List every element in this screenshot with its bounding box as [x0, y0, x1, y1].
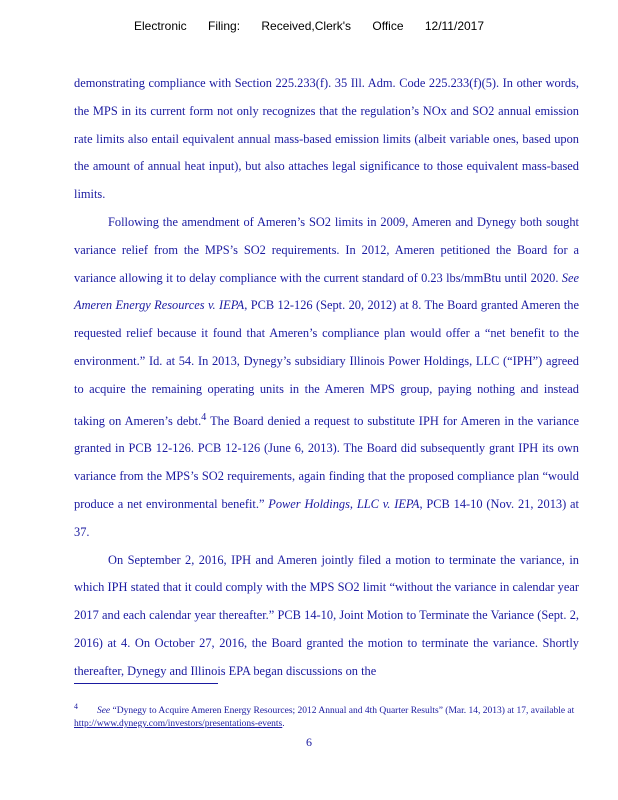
- footnote-ref-4[interactable]: 4: [201, 411, 207, 423]
- p2-text-c: The Board denied a request to substitute IPH for Ameren in the variance granted in PCB 12-126. PCB 12-126 (June 6, 2013). The Board did subsequently grant IPH its own variance from the MPS’s SO2 requirements, again finding that the proposed compliance plan “would produce a net environmental benefit.”: [74, 413, 579, 512]
- paragraph-mps-compliance: demonstrating compliance with Section 225.233(f). 35 Ill. Adm. Code 225.233(f)(5). In other words, the MPS in its current form not only recognizes that the regulation’s NOx and SO2 annual emission rate limits also entail equivalent annual mass-based emission limits (albeit variable ones, based upon the amount of annual heat input), but also attaches legal significance to those equivalent mass-based limits.: [74, 76, 579, 202]
- header-received: Received,Clerk's: [261, 19, 352, 33]
- footnote-divider: [74, 683, 218, 684]
- footnote-end: .: [282, 719, 285, 730]
- header-electronic: Electronic: [133, 19, 187, 33]
- header-filing: Filing:: [208, 19, 241, 33]
- paragraph-terminate-variance: On September 2, 2016, IPH and Ameren jointly filed a motion to terminate the variance, in which IPH stated that it could comply with the MPS SO2 limit “without the variance in calendar year 2017 and each calendar year thereafter.” PCB 14-10, Joint Motion to Terminate the Variance (Sept. 2, 2016) at 4. On October 27, 2016, the Board granted the motion to terminate the variance. Shortly thereafter, Dynegy and Illinois EPA began discussions on the: [74, 552, 579, 678]
- p2-text-d: , PCB 14-10 (Nov. 21, 2013) at 37.: [74, 497, 579, 539]
- footnote-4: [74, 700, 579, 731]
- p2-text-b: , PCB 12-126 (Sept. 20, 2012) at 8. The Board granted Ameren the requested relief because it found that Ameren’s compliance plan would offer a “net benefit to the environment.” Id. at 54. In 2013, Dynegy’s subsidiary Illinois Power Holdings, LLC (“IPH”) agreed to acquire the remaining operating units in the Ameren MPS group, paying nothing and instead taking on Ameren’s debt.: [74, 298, 579, 428]
- p2-text-a: Following the amendment of Ameren’s SO2 limits in 2009, Ameren and Dynegy both sought variance relief from the MPS’s SO2 requirements. In 2012, Ameren petitioned the Board for a variance allowing it to delay compliance with the current standard of 0.23 lbs/mmBtu until 2020.: [74, 214, 579, 285]
- case-citation-iph: Power Holdings, LLC v. IEPA: [268, 497, 420, 512]
- paragraph-variance-history: [74, 209, 579, 547]
- footnote-text: “Dynegy to Acquire Ameren Energy Resources; 2012 Annual and 4th Quarter Results” (Mar. 14, 2013) at 17, available at: [110, 706, 575, 717]
- case-citation-ameren: See Ameren Energy Resources v. IEPA: [74, 270, 579, 313]
- footnote-signal: See: [96, 706, 111, 717]
- document-body: [74, 70, 579, 686]
- header-office: Office: [372, 19, 404, 33]
- header-date: 12/11/2017: [424, 19, 485, 33]
- footnote-link[interactable]: http://www.dynegy.com/investors/presentations-events: [74, 719, 283, 730]
- footnote-number: 4: [74, 702, 78, 711]
- page-number: 6: [306, 735, 312, 749]
- filing-stamp-header: [0, 19, 618, 33]
